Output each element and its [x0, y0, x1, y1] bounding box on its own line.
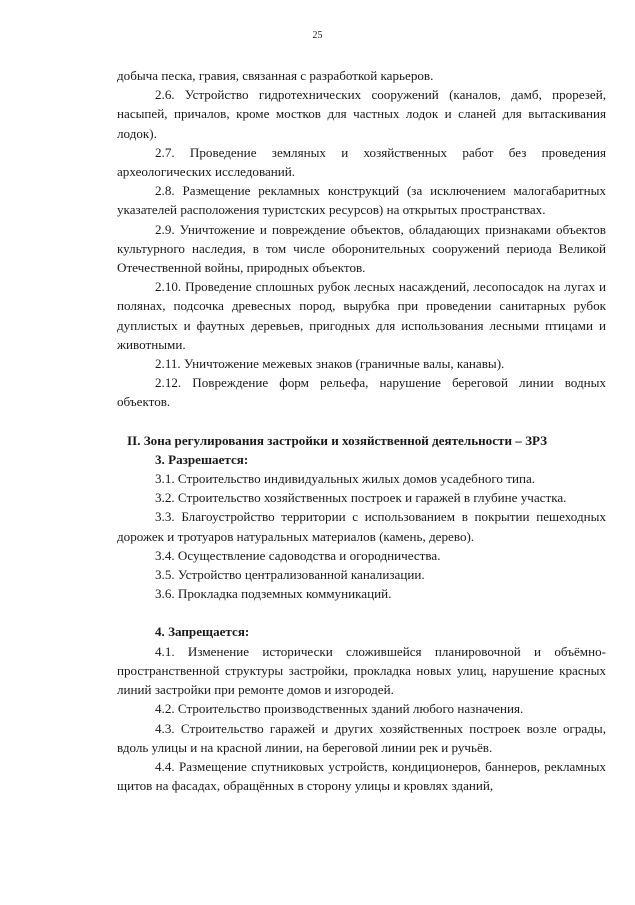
paragraph-3-2: 3.2. Строительство хозяйственных построек и гаражей в глубине участка.: [155, 490, 567, 506]
paragraph-2-8: 2.8. Размещение рекламных конструкций (за исключением малогабаритных указателей расположения туристских ресурсов) на открытых пространствах.: [117, 183, 606, 218]
prohibitions-list-zone-1: [117, 85, 606, 411]
spacer: [117, 412, 606, 431]
paragraph-2-12: 2.12. Повреждение форм рельефа, нарушение береговой линии водных объектов.: [117, 375, 606, 410]
paragraph-4-3: 4.3. Строительство гаражей и других хозяйственных построек возле ограды, вдоль улицы и на красной линии, на береговой линии рек и ручьёв.: [117, 720, 606, 755]
forbidden-list: [117, 642, 606, 796]
paragraph-2-10: 2.10. Проведение сплошных рубок лесных насаждений, лесопосадок на лугах и полянах, подсочка древесных пород, вырубка при проведении санитарных рубок дуплистых и фаутных деревьев, пригодных для использования лесными птицами и животными.: [117, 279, 606, 352]
paragraph-4-1: 4.1. Изменение исторически сложившейся планировочной и объёмно-пространственной структуры застройки, прокладка новых улиц, нарушение красных линий застройки при ремонте домов и изгородей.: [117, 643, 606, 698]
document-body: [117, 66, 606, 795]
page-number: 25: [312, 30, 323, 41]
forbidden-heading: 4. Запрещается:: [155, 624, 250, 640]
allowed-list: [117, 469, 606, 603]
paragraph-3-6: 3.6. Прокладка подземных коммуникаций.: [155, 586, 392, 602]
spacer: [117, 603, 606, 622]
paragraph-continuation: добыча песка, гравия, связанная с разработкой карьеров.: [117, 68, 434, 83]
paragraph-2-9: 2.9. Уничтожение и повреждение объектов, обладающих признаками объектов культурного наследия, в том числе оборонительных сооружений периода Великой Отечественной войны, природных объектов.: [117, 221, 606, 276]
allowed-heading: 3. Разрешается:: [155, 451, 249, 467]
paragraph-3-3: 3.3. Благоустройство территории с использованием в покрытии пешеходных дорожек и тротуаров натуральных материалов (камень, дерево).: [117, 509, 606, 544]
paragraph-2-6: 2.6. Устройство гидротехнических сооружений (каналов, дамб, прорезей, насыпей, причалов, кроме мостков для частных лодок и сланей для вытаскивания лодок).: [117, 87, 606, 141]
paragraph-2-7: 2.7. Проведение земляных и хозяйственных работ без проведения археологических исследований.: [117, 144, 606, 180]
paragraph-3-5: 3.5. Устройство централизованной канализации.: [155, 567, 425, 583]
paragraph-4-2: 4.2. Строительство производственных зданий любого назначения.: [155, 701, 524, 717]
paragraph-2-11: 2.11. Уничтожение межевых знаков (граничные валы, канавы).: [155, 356, 505, 372]
paragraph-3-1: 3.1. Строительство индивидуальных жилых домов усадебного типа.: [155, 471, 536, 487]
section-title: II. Зона регулирования застройки и хозяйственной деятельности – ЗРЗ: [127, 432, 548, 448]
paragraph-3-4: 3.4. Осуществление садоводства и огородничества.: [155, 547, 441, 563]
paragraph-4-4: 4.4. Размещение спутниковых устройств, кондиционеров, баннеров, рекламных щитов на фасадах, обращённых в сторону улицы и кровлях зданий,: [117, 758, 606, 794]
